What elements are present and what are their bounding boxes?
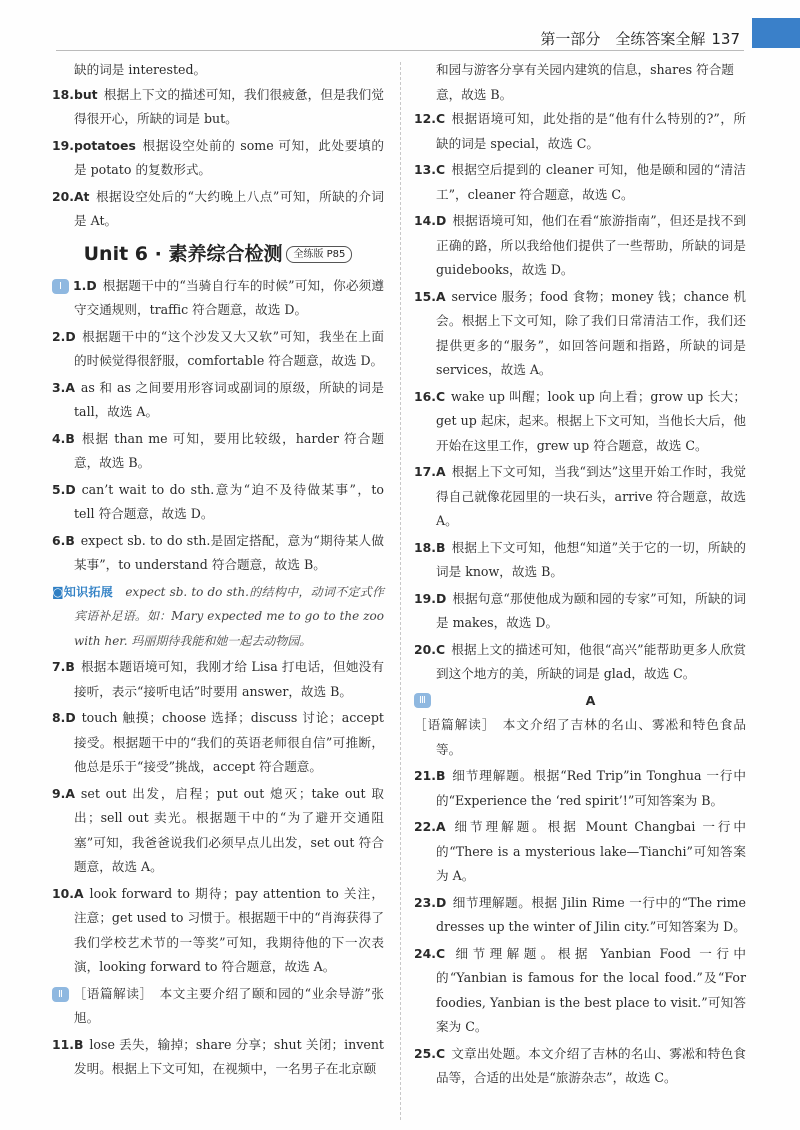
answer-item: 15.A service 服务；food 食物；money 钱；chance 机会。根据上下文可知，除了我们日常清洁工作，我们还提供更多的“服务”，如回答问题和指路，所缺的词是 services，故选 A。 bbox=[414, 288, 746, 377]
right-continued-text: 和园与游客分享有关园内建筑的信息，shares 符合题意，故选 B。 bbox=[436, 62, 734, 102]
answer-item: 4.B 根据 than me 可知，要用比较级，harder 符合题意，故选 B。 bbox=[52, 430, 384, 470]
section-badge: Ⅰ bbox=[52, 279, 69, 294]
passage-summary: ［语篇解读］ 本文介绍了吉林的名山、雾凇和特色食品等。 bbox=[414, 717, 746, 757]
unit-page-ref: 全练版 P85 bbox=[286, 246, 352, 263]
left-column bbox=[52, 58, 384, 1084]
header-section: 第一部分 全练答案全解 bbox=[540, 30, 706, 48]
extension-label: 知识拓展 bbox=[63, 584, 114, 599]
answer-item: 21.B 细节理解题。根据“Red Trip”in Tonghua 一行中的“Experience the ‘red spirit’!”可知答案为 B。 bbox=[414, 768, 746, 808]
answer-item: 3.A as 和 as 之间要用形容词或副词的原级，所缺的词是 tall，故选 A。 bbox=[52, 379, 384, 419]
header-text bbox=[540, 28, 740, 49]
answer-item: 13.C 根据空后提到的 cleaner 可知，他是颐和园的“清洁工”，cleaner 符合题意，故选 C。 bbox=[414, 162, 746, 202]
answer-item: 25.C 文章出处题。本文介绍了吉林的名山、雾凇和特色食品等，合适的出处是“旅游杂志”，故选 C。 bbox=[414, 1045, 746, 1085]
answer-item: 17.A 根据上下文可知，当我“到达”这里开始工作时，我觉得自己就像花园里的一块石头，arrive 符合题意，故选 A。 bbox=[414, 464, 746, 528]
section-badge: Ⅱ bbox=[52, 987, 69, 1002]
header-rule bbox=[56, 50, 744, 51]
answer-item: 19.potatoes 根据设空处前的 some 可知，此处要填的是 potato 的复数形式。 bbox=[52, 137, 384, 177]
answer-item: 12.C 根据语境可知，此处指的是“他有什么特别的?”，所缺的词是 special，故选 C。 bbox=[414, 111, 746, 151]
left-continued-text: 缺的词是 interested。 bbox=[74, 62, 207, 77]
answer-item: 7.B 根据本题语境可知，我刚才给 Lisa 打电话，但她没有接听，表示“接听电话”时要用 answer，故选 B。 bbox=[52, 659, 384, 699]
right-column bbox=[414, 58, 746, 1093]
page-number: 137 bbox=[711, 30, 740, 48]
answer-item: 16.C wake up 叫醒；look up 向上看；grow up 长大；get up 起床，起来。根据上下文可知，当他长大后，他开始在这里工作，grew up 符合题意，故选 C。 bbox=[414, 388, 746, 453]
page-header bbox=[0, 0, 800, 50]
answer-item: 6.B expect sb. to do sth.是固定搭配，意为“期待某人做某事”，to understand 符合题意，故选 B。 bbox=[52, 532, 384, 572]
answer-item: 24.C 细节理解题。根据 Yanbian Food 一行中的“Yanbian is famous for the local food.”及“For foodies, Yanbian is the best place to visit.”可知答案为 C。 bbox=[414, 945, 746, 1034]
extension-icon: ◙ bbox=[52, 584, 64, 599]
answer-item: 2.D 根据题干中的“这个沙发又大又软”可知，我坐在上面的时候觉得很舒服，comfortable 符合题意，故选 D。 bbox=[52, 328, 384, 368]
header-color-bar bbox=[752, 18, 800, 48]
answer-item: 11.B lose 丢失，输掉；share 分享；shut 关闭；invent 发明。根据上下文可知，在视频中，一名男子在北京颐 bbox=[52, 1036, 384, 1076]
column-divider bbox=[400, 62, 401, 1120]
answer-item: 14.D 根据语境可知，他们在看“旅游指南”，但还是找不到正确的路，所以我给他们提供了一些帮助，所缺的词是 guidebooks，故选 D。 bbox=[414, 213, 746, 277]
answer-item: 22.A 细节理解题。根据 Mount Changbai 一行中的“There is a mysterious lake—Tianchi”可知答案为 A。 bbox=[414, 819, 746, 883]
answer-item: 5.D can’t wait to do sth.意为“迫不及待做某事”，to tell 符合题意，故选 D。 bbox=[52, 481, 384, 521]
section-part-label: A bbox=[585, 692, 596, 708]
unit-title: Unit 6 · 素养综合检测 全练版 P85 bbox=[52, 240, 384, 268]
answer-item: 20.At 根据设空处后的“大约晚上八点”可知，所缺的介词是 At。 bbox=[52, 188, 384, 228]
answer-item: 23.D 细节理解题。根据 Jilin Rime 一行中的“The rime dresses up the winter of Jilin city.”可知答案为 D。 bbox=[414, 894, 746, 934]
answer-item: Ⅰ 1.D 根据题干中的“当骑自行车的时候”可知，你必须遵守交通规则，traffic 符合题意，故选 D。 bbox=[52, 274, 384, 323]
answer-item: 8.D touch 触摸；choose 选择；discuss 讨论；accept 接受。根据题干中的“我们的英语老师很自信”可推断，他总是乐于“接受”挑战，accept 符合题意。 bbox=[52, 710, 384, 774]
knowledge-extension: ◙知识拓展 expect sb. to do sth.的结构中，动词不定式作宾语补足语。如：Mary expected me to go to the zoo with her. 玛丽期待我能和她一起去动物园。 bbox=[52, 584, 384, 648]
section-badge: Ⅲ bbox=[414, 693, 431, 708]
answer-item: 20.C 根据上文的描述可知，他很“高兴”能帮助更多人欣赏到这个地方的美，所缺的词是 glad，故选 C。 bbox=[414, 641, 746, 681]
answer-item: 19.D 根据句意“那使他成为颐和园的专家”可知，所缺的词是 makes，故选 D。 bbox=[414, 590, 746, 630]
answer-item: 18.B 根据上下文可知，他想“知道”关于它的一切，所缺的词是 know，故选 B。 bbox=[414, 539, 746, 579]
passage-summary: Ⅱ ［语篇解读］ 本文主要介绍了颐和园的“业余导游”张旭。 bbox=[52, 982, 384, 1031]
answer-item: 18.but 根据上下文的描述可知，我们很疲惫，但是我们觉得很开心，所缺的词是 but。 bbox=[52, 86, 384, 126]
section-three-header bbox=[414, 689, 746, 714]
answer-item: 10.A look forward to 期待；pay attention to 关注，注意；get used to 习惯于。根据题干中的“肖海获得了我们学校艺术节的一等奖”可知，我期待他的下一次表演，looking forward to 符合题意，故选 A。 bbox=[52, 885, 384, 974]
answer-item: 9.A set out 出发，启程；put out 熄灭；take out 取出；sell out 卖光。根据题干中的“为了避开交通阻塞”可知，我爸爸说我们必须早点儿出发，set out 符合题意，故选 A。 bbox=[52, 785, 384, 874]
